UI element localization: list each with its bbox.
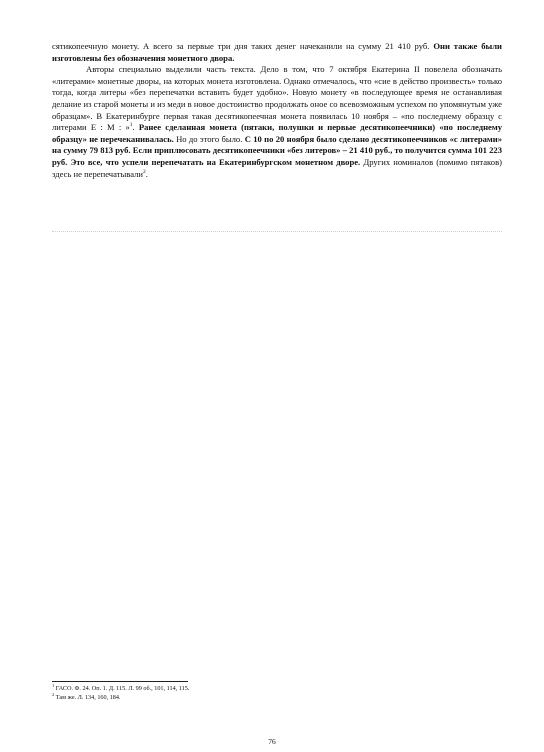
footnote-ref-2[interactable]: 2	[142, 168, 146, 175]
paragraph-2-text-2: .	[132, 122, 139, 133]
footnote-1	[52, 684, 502, 693]
paragraph-2-bold-2: С 10 по 20 ноября было сделано десятикопеечников «с литерами» на сумму 79 813 руб. Если приплюсовать десятикопеечники «без литеров» – 21 410 руб., то получится сумма 101 223 руб. Это все, что успели перепечатать на Екатеринбургском монетном дворе.	[52, 133, 502, 167]
footnote-2-text: Там же. Л. 134, 160, 184.	[55, 694, 121, 701]
paragraph-2	[52, 64, 502, 180]
paragraph-2-text-5: .	[145, 168, 148, 179]
footnote-divider	[52, 681, 188, 682]
paragraph-2-text-3: Но до этого было.	[173, 133, 245, 144]
paragraph-2-text-1: Авторы специально выделили часть текста. Дело в том, что 7 октября Екатерина II повелела обозначать «литерами» монетные дворы, на которых монета изготовлена. Однако отмечалось, что «сие в действо произвесть» только тогда, когда литеры «без перепечатки вставить будет удобно». Новую монету «в последующее время не останавливая делание из старой монеты и из меди в новое достоинство продолжать оное со всевозможным успехом по упомянутым уже образцам». В Екатеринбурге первая такая десятикопеечная монета появилась 10 ноября – «по последнему образцу с литерами Е : М : »	[52, 64, 502, 133]
page-number: 76	[268, 737, 276, 746]
body-text	[52, 41, 502, 180]
text-end-divider	[52, 231, 502, 232]
paragraph-2-text-4: Других номиналов (помимо пятаков) здесь не перепечатывали	[52, 156, 502, 179]
footnote-ref-1[interactable]: 1	[129, 122, 133, 129]
footnote-1-number: 1	[52, 682, 55, 688]
footnote-1-text: ГАСО. Ф. 24. Оп. 1. Д. 115. Л. 99 об., 101, 114, 115.	[55, 685, 190, 692]
footnotes	[52, 684, 502, 702]
footnote-2-number: 2	[52, 691, 55, 697]
paragraph-2-bold-1: Ранее сделанная монета (пятаки, полушки и первые десятикопеечники) «по последнему образцу» не перечеканивалась.	[52, 122, 503, 144]
paragraph-1-text: сятикопеечную монету. А всего за первые три дня таких денег начеканили на сумму 21 410 руб.	[52, 41, 430, 51]
paragraph-1	[52, 41, 502, 64]
footnote-2	[52, 693, 502, 702]
paragraph-1-bold-text: Они также были изготовлены без обозначения монетного двора.	[52, 41, 502, 63]
